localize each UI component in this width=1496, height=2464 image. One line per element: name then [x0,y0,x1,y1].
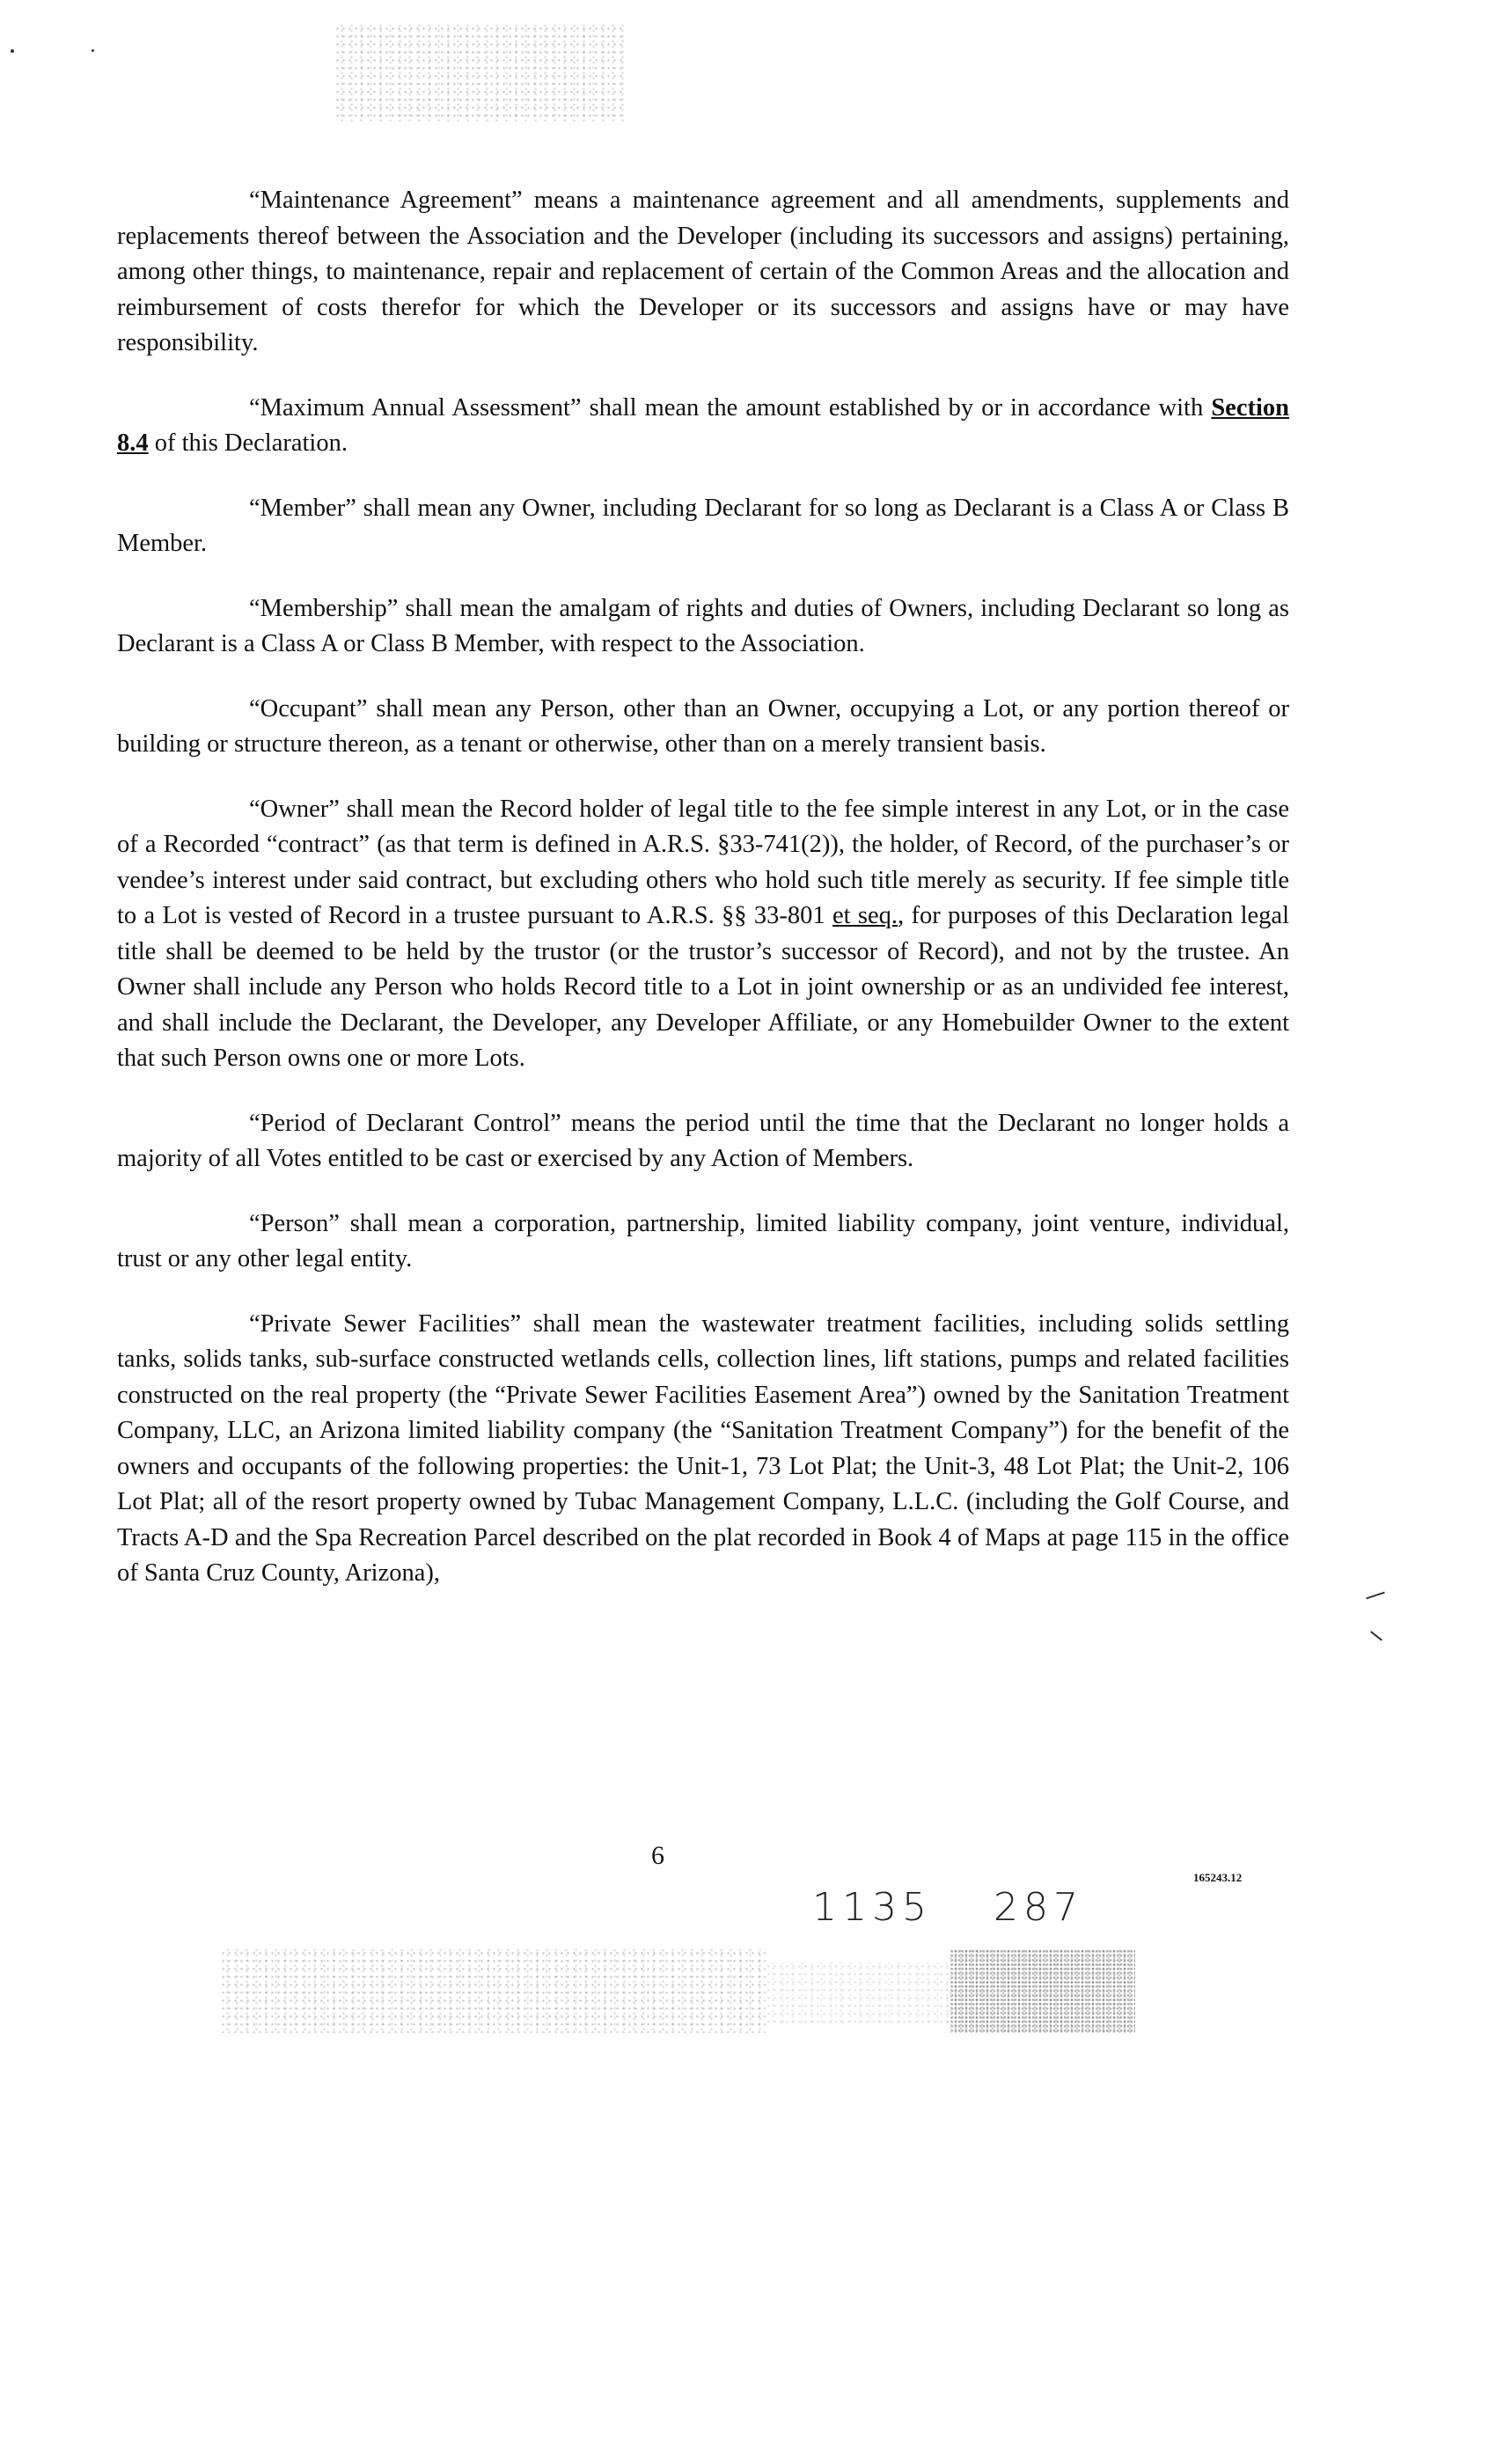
definition-period-of-declarant-control: “Period of Declarant Control” means the period until the time that the Declarant no longer holds a majority of all Votes entitled to be cast or exercised by any Action of Members. [117,1109,1289,1172]
page-number: 6 [651,1841,664,1870]
section-reference: Section 8.4 [117,393,1289,457]
definition-membership: “Membership” shall mean the amalgam of rights and duties of Owners, including Declarant so long as Declarant is a Class A or Class B Member, with respect to the Association. [117,594,1289,657]
definition-private-sewer-facilities: “Private Sewer Facilities” shall mean the wastewater treatment facilities, including solids settling tanks, solids tanks, sub-surface constructed wetlands cells, collection lines, lift stations, pumps and related facilities constructed on the real property (the “Private Sewer Facilities Easement Area”) owned by the Sanitation Treatment Company, LLC, an Arizona limited liability company (the “Sanitation Treatment Company”) for the benefit of the owners and occupants of the following properties: the Unit-1, 73 Lot Plat; the Unit-3, 48 Lot Plat; the Unit-2, 106 Lot Plat; all of the resort property owned by Tubac Management Company, L.L.C. (including the Golf Course, and Tracts A-D and the Spa Recreation Parcel described on the plat recorded in Book 4 of Maps at page 115 in the office of Santa Cruz County, Arizona), [117,1309,1289,1587]
scan-dot [92,49,94,52]
latin-term: et seq. [832,902,898,929]
recording-page: 287 [993,1885,1083,1930]
document-code: 165243.12 [1193,1871,1243,1884]
scan-dot [11,49,14,53]
definition-maintenance-agreement: “Maintenance Agreement” means a maintenance agreement and all amendments, supplements and replacements thereof between the Association and the Developer (including its successors and assigns) pertaining, among other things, to maintenance, repair and replacement of certain of the Common Areas and the allocation and reimbursement of costs therefor for which the Developer or its successors and assigns have or may have responsibility. [117,187,1289,356]
definition-maximum-annual-assessment: “Maximum Annual Assessment” shall mean the amount established by or in accordance with Section 8.4 of this Declaration. [117,393,1289,457]
definition-person: “Person” shall mean a corporation, partnership, limited liability company, joint venture, individual, trust or any other legal entity. [117,1209,1289,1272]
definition-occupant: “Occupant” shall mean any Person, other than an Owner, occupying a Lot, or any portion thereof or building or structure thereon, as a tenant or otherwise, other than on a merely transient basis. [117,694,1289,758]
margin-mark [1370,1631,1382,1640]
document-body [117,183,1289,1621]
scan-noise-bottom [950,1949,1135,2033]
scan-noise-bottom [766,1962,950,2024]
scan-noise-bottom [220,1949,766,2033]
definition-owner: “Owner” shall mean the Record holder of legal title to the fee simple interest in any Lot, or in the case of a Recorded “contract” (as that term is defined in A.R.S. §33-741(2)), the holder, of Record, of the purchaser’s or vendee’s interest under said contract, but excluding others who hold such title merely as security. If fee simple title to a Lot is vested of Record in a trustee pursuant to A.R.S. §§ 33-801 et seq., for purposes of this Declaration legal title shall be deemed to be held by the trustor (or the trustor’s successor of Record), and not by the trustee. An Owner shall include any Person who holds Record title to a Lot in joint ownership or as an undivided fee interest, and shall include the Declarant, the Developer, any Developer Affiliate, or any Homebuilder Owner to the extent that such Person owns one or more Lots. [117,795,1289,1072]
recording-stamp [812,1885,1145,1930]
scan-noise-top [334,25,625,121]
margin-mark [1366,1592,1385,1600]
definition-member: “Member” shall mean any Owner, including Declarant for so long as Declarant is a Class A or Class B Member. [117,494,1289,557]
recording-book: 1135 [812,1885,932,1930]
